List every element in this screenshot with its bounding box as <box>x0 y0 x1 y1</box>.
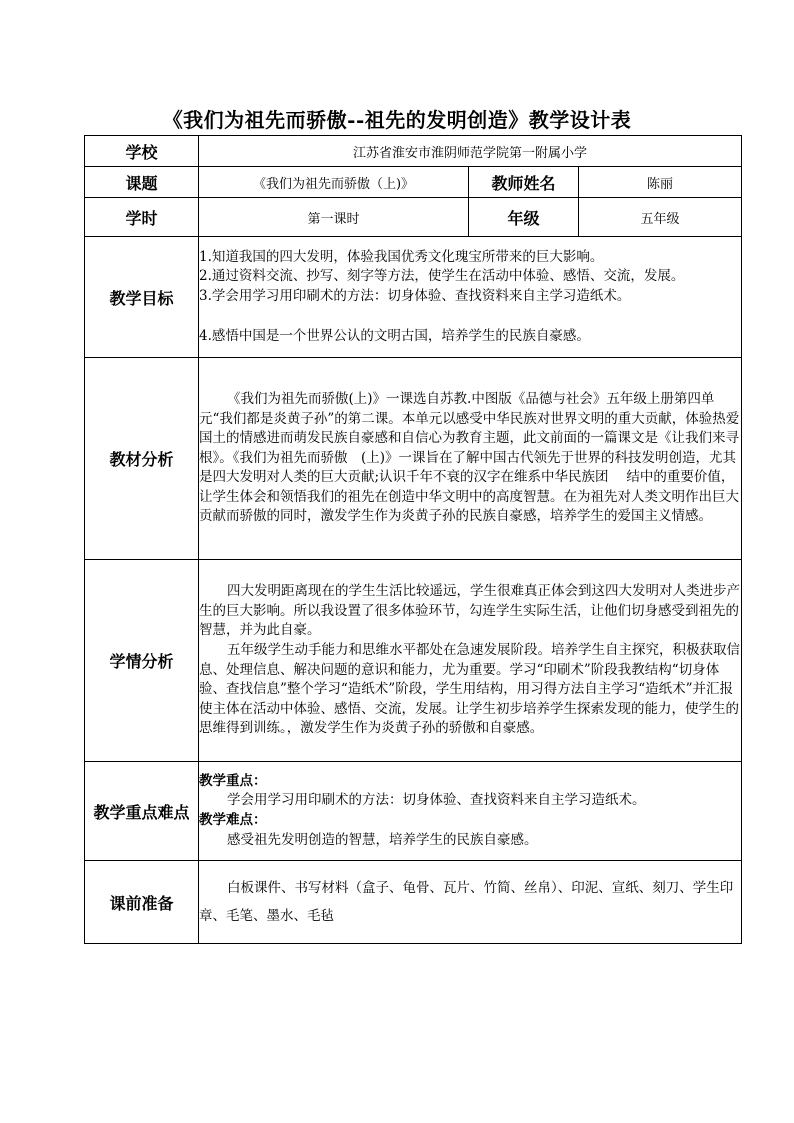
prep-content <box>199 861 742 944</box>
topic-value: 《我们为祖先而骄傲（上)》 <box>199 167 469 198</box>
goal-item: 2.通过资料交流、抄写、刻字等方法，使学生在活动中体验、感悟、交流，发展。 <box>199 268 685 285</box>
school-label: 学校 <box>85 136 199 167</box>
period-value: 第一课时 <box>199 198 469 237</box>
row-goals <box>85 237 742 358</box>
teacher-value: 陈丽 <box>579 167 742 198</box>
spacer <box>199 307 741 327</box>
goals-label: 教学目标 <box>85 237 199 358</box>
students-content <box>199 560 742 762</box>
difficulty-text: 感受祖先发明创造的智慧，培养学生的民族自豪感。 <box>227 831 538 848</box>
grade-label: 年级 <box>469 198 579 237</box>
keypoints-label: 教学重点难点 <box>85 762 199 861</box>
period-label: 学时 <box>85 198 199 237</box>
material-label: 教材分析 <box>85 358 199 560</box>
goals-content <box>199 237 742 358</box>
goal-item: 1.知道我国的四大发明，体验我国优秀文化瑰宝所带来的巨大影响。 <box>199 248 604 265</box>
school-value: 江苏省淮安市淮阴师范学院第一附属小学 <box>199 136 742 167</box>
topic-label: 课题 <box>85 167 199 198</box>
material-content <box>199 358 742 560</box>
material-text: 《我们为祖先而骄傲(上)》一课选自苏教.中图版《品德与社会》五年级上册第四单元“我们都是炎黄子孙”的第二课。本单元以感受中华民族对世界文明的重大贡献，体验热爱国土的情感进而萌发民族自豪感和自信心为教育主题，此文前面的一篇课文是《让我们来寻根》。《我们为祖先而骄傲 (上)》一课旨在了解中国古代领先于世界的科技发明创造，尤其是四大发明对人类的巨大贡献;认识千年不衰的汉字在维系中华民族团 结中的重要价值，让学生体会和领悟我们的祖先在创造中华文明中的高度智慧。在为祖先对人类文明作出巨大贡献而骄傲的同时，激发学生作为炎黄子孙的民族自豪感，培养学生的爱国主义情感。 <box>199 390 740 525</box>
row-students <box>85 560 742 762</box>
row-prep <box>85 861 742 944</box>
row-topic <box>85 167 742 198</box>
focus-text: 学会用学习用印刷术的方法：切身体验、查找资料来自主学习造纸术。 <box>227 792 646 809</box>
prep-text: 白板课件、书写材料（盒子、龟骨、瓦片、竹简、丝帛）、印泥、宣纸、刻刀、学生印章、毛笔、墨水、毛毡 <box>199 880 734 924</box>
grade-value: 五年级 <box>579 198 742 237</box>
prep-label: 课前准备 <box>85 861 199 944</box>
goal-item: 3.学会用学习用印刷术的方法：切身体验、查找资料来自主学习造纸术。 <box>199 288 631 304</box>
row-school <box>85 136 742 167</box>
row-period <box>85 198 742 237</box>
document-title: 《我们为祖先而骄傲--祖先的发明创造》教学设计表 <box>162 108 632 132</box>
students-para-1: 四大发明距离现在的学生生活比较遥远，学生很难真正体会到这四大发明对人类进步产生的巨大影响。所以我设置了很多体验环节，勾连学生实际生活，让他们切身感受到祖先的智慧，并为此自豪。 <box>199 583 740 639</box>
row-material <box>85 358 742 560</box>
goal-item: 4.感悟中国是一个世界公认的文明古国，培养学生的民族自豪感。 <box>199 327 590 344</box>
keypoints-content <box>199 762 742 861</box>
students-label: 学情分析 <box>85 560 199 762</box>
students-para-2: 五年级学生动手能力和思维水平都处在急速发展阶段。培养学生自主探究，积极获取信息、处理信息、解决问题的意识和能力，尤为重要。学习“印刷术”阶段我教结构“切身体验、查找信息”整个学习“造纸术”阶段，学生用结构，用习得方法自主学习“造纸术”并汇报使主体在活动中体验、感悟、交流，发展。让学生初步培养学生探索发现的能力，使学生的思维得到训练。，激发学生作为炎黄子孙的骄傲和自豪感。 <box>199 641 740 737</box>
lesson-plan-table <box>84 135 742 944</box>
teacher-label: 教师姓名 <box>469 167 579 198</box>
focus-title: 教学重点： <box>199 772 267 789</box>
difficulty-title: 教学难点： <box>199 812 267 828</box>
row-keypoints <box>85 762 742 861</box>
